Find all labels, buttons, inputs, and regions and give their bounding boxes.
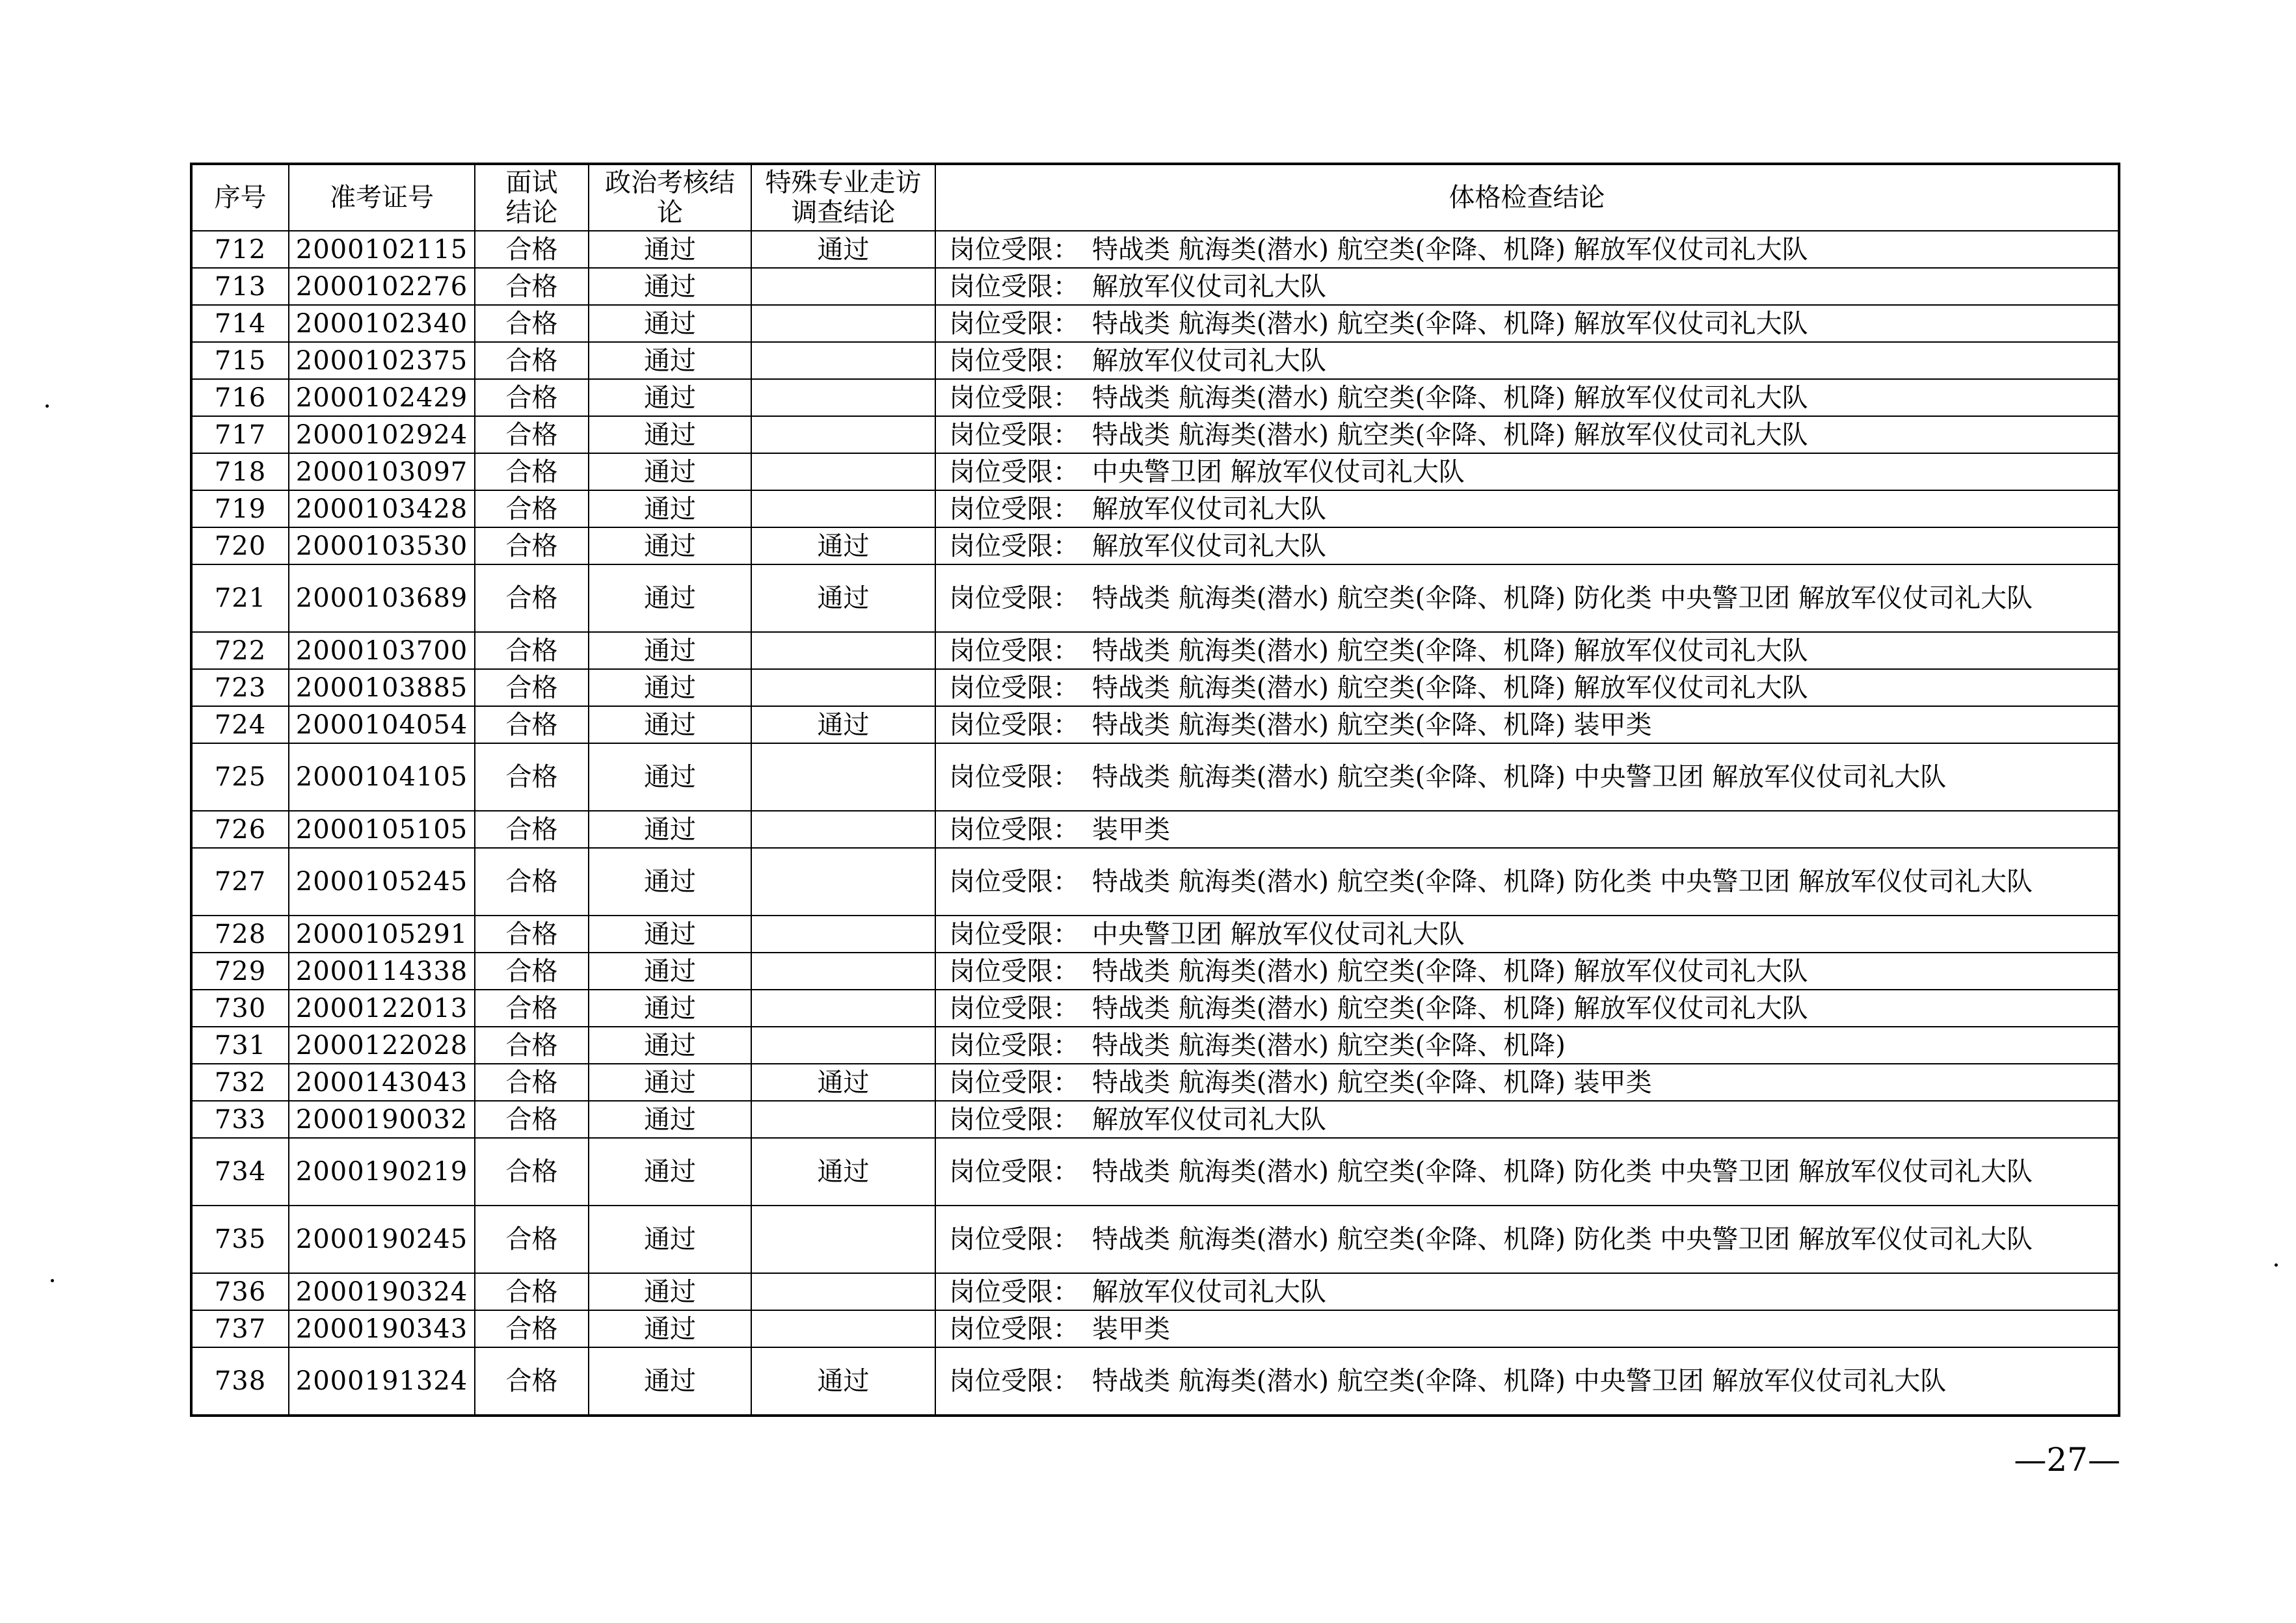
page-number: —27— <box>2014 1441 2120 1479</box>
cell-physical-exam: 岗位受限： 特战类 航海类(潜水) 航空类(伞降、机降) 解放军仪仗司礼大队 <box>935 231 2119 268</box>
cell-interview-result: 合格 <box>475 990 589 1027</box>
table-row <box>191 916 2119 953</box>
header-special-visit: 特殊专业走访调查结论 <box>751 164 935 231</box>
cell-political-review: 通过 <box>589 527 751 564</box>
cell-exam-id: 2000103428 <box>289 490 475 527</box>
table-row <box>191 490 2119 527</box>
cell-serial-no: 737 <box>191 1310 289 1347</box>
cell-physical-exam: 岗位受限： 特战类 航海类(潜水) 航空类(伞降、机降) 中央警卫团 解放军仪仗司礼大队 <box>935 743 2119 811</box>
cell-exam-id: 2000190324 <box>289 1273 475 1310</box>
cell-interview-result: 合格 <box>475 1027 589 1064</box>
cell-political-review: 通过 <box>589 1206 751 1273</box>
cell-exam-id: 2000103885 <box>289 669 475 706</box>
cell-special-visit: 通过 <box>751 1064 935 1101</box>
table-body <box>191 231 2119 1416</box>
cell-serial-no: 738 <box>191 1347 289 1416</box>
cell-political-review: 通过 <box>589 305 751 342</box>
cell-serial-no: 712 <box>191 231 289 268</box>
cell-physical-exam: 岗位受限： 解放军仪仗司礼大队 <box>935 342 2119 379</box>
cell-interview-result: 合格 <box>475 416 589 453</box>
cell-interview-result: 合格 <box>475 342 589 379</box>
table-row <box>191 379 2119 416</box>
header-serial-no: 序号 <box>191 164 289 231</box>
cell-interview-result: 合格 <box>475 669 589 706</box>
table-row <box>191 706 2119 743</box>
cell-interview-result: 合格 <box>475 231 589 268</box>
cell-serial-no: 731 <box>191 1027 289 1064</box>
cell-physical-exam: 岗位受限： 解放军仪仗司礼大队 <box>935 1273 2119 1310</box>
header-physical-exam: 体格检查结论 <box>935 164 2119 231</box>
cell-serial-no: 733 <box>191 1101 289 1138</box>
cell-special-visit <box>751 305 935 342</box>
cell-interview-result: 合格 <box>475 1310 589 1347</box>
cell-serial-no: 720 <box>191 527 289 564</box>
table-row <box>191 1206 2119 1273</box>
cell-physical-exam: 岗位受限： 解放军仪仗司礼大队 <box>935 1101 2119 1138</box>
table-row <box>191 416 2119 453</box>
table-row <box>191 1101 2119 1138</box>
scan-speck <box>2275 1263 2278 1267</box>
cell-physical-exam: 岗位受限： 解放军仪仗司礼大队 <box>935 490 2119 527</box>
cell-physical-exam: 岗位受限： 特战类 航海类(潜水) 航空类(伞降、机降) 防化类 中央警卫团 解放军仪仗司礼大队 <box>935 848 2119 916</box>
cell-political-review: 通过 <box>589 1027 751 1064</box>
cell-physical-exam: 岗位受限： 特战类 航海类(潜水) 航空类(伞降、机降) <box>935 1027 2119 1064</box>
table-row <box>191 848 2119 916</box>
table-row <box>191 1310 2119 1347</box>
cell-political-review: 通过 <box>589 1310 751 1347</box>
cell-physical-exam: 岗位受限： 特战类 航海类(潜水) 航空类(伞降、机降) 解放军仪仗司礼大队 <box>935 416 2119 453</box>
table-row <box>191 342 2119 379</box>
cell-exam-id: 2000102340 <box>289 305 475 342</box>
cell-interview-result: 合格 <box>475 632 589 669</box>
cell-exam-id: 2000191324 <box>289 1347 475 1416</box>
cell-physical-exam: 岗位受限： 特战类 航海类(潜水) 航空类(伞降、机降) 解放军仪仗司礼大队 <box>935 379 2119 416</box>
cell-political-review: 通过 <box>589 632 751 669</box>
cell-exam-id: 2000105291 <box>289 916 475 953</box>
cell-political-review: 通过 <box>589 848 751 916</box>
cell-exam-id: 2000102924 <box>289 416 475 453</box>
scan-speck <box>46 404 49 408</box>
table-row <box>191 1273 2119 1310</box>
cell-political-review: 通过 <box>589 743 751 811</box>
cell-physical-exam: 岗位受限： 特战类 航海类(潜水) 航空类(伞降、机降) 装甲类 <box>935 1064 2119 1101</box>
cell-exam-id: 2000104105 <box>289 743 475 811</box>
cell-physical-exam: 岗位受限： 特战类 航海类(潜水) 航空类(伞降、机降) 解放军仪仗司礼大队 <box>935 669 2119 706</box>
cell-exam-id: 2000102375 <box>289 342 475 379</box>
cell-serial-no: 729 <box>191 953 289 990</box>
cell-interview-result: 合格 <box>475 305 589 342</box>
cell-political-review: 通过 <box>589 1138 751 1206</box>
cell-physical-exam: 岗位受限： 特战类 航海类(潜水) 航空类(伞降、机降) 中央警卫团 解放军仪仗司礼大队 <box>935 1347 2119 1416</box>
cell-exam-id: 2000104054 <box>289 706 475 743</box>
table-row <box>191 1347 2119 1416</box>
cell-physical-exam: 岗位受限： 解放军仪仗司礼大队 <box>935 527 2119 564</box>
cell-exam-id: 2000190245 <box>289 1206 475 1273</box>
cell-exam-id: 2000122013 <box>289 990 475 1027</box>
cell-special-visit <box>751 268 935 305</box>
header-political-review: 政治考核结论 <box>589 164 751 231</box>
cell-political-review: 通过 <box>589 916 751 953</box>
cell-special-visit <box>751 1273 935 1310</box>
cell-special-visit: 通过 <box>751 1347 935 1416</box>
table-row <box>191 305 2119 342</box>
cell-political-review: 通过 <box>589 1347 751 1416</box>
cell-physical-exam: 岗位受限： 装甲类 <box>935 1310 2119 1347</box>
cell-exam-id: 2000190219 <box>289 1138 475 1206</box>
cell-serial-no: 724 <box>191 706 289 743</box>
cell-special-visit <box>751 811 935 848</box>
cell-political-review: 通过 <box>589 706 751 743</box>
cell-physical-exam: 岗位受限： 解放军仪仗司礼大队 <box>935 268 2119 305</box>
cell-exam-id: 2000122028 <box>289 1027 475 1064</box>
cell-political-review: 通过 <box>589 811 751 848</box>
cell-political-review: 通过 <box>589 953 751 990</box>
cell-special-visit <box>751 453 935 490</box>
table-row <box>191 1027 2119 1064</box>
table-header-row <box>191 164 2119 231</box>
cell-political-review: 通过 <box>589 490 751 527</box>
cell-political-review: 通过 <box>589 1101 751 1138</box>
cell-serial-no: 716 <box>191 379 289 416</box>
cell-serial-no: 722 <box>191 632 289 669</box>
table-row <box>191 669 2119 706</box>
cell-serial-no: 734 <box>191 1138 289 1206</box>
cell-political-review: 通过 <box>589 231 751 268</box>
table-row <box>191 811 2119 848</box>
cell-interview-result: 合格 <box>475 953 589 990</box>
cell-special-visit <box>751 1101 935 1138</box>
cell-physical-exam: 岗位受限： 特战类 航海类(潜水) 航空类(伞降、机降) 解放军仪仗司礼大队 <box>935 305 2119 342</box>
cell-serial-no: 736 <box>191 1273 289 1310</box>
cell-interview-result: 合格 <box>475 848 589 916</box>
cell-interview-result: 合格 <box>475 268 589 305</box>
cell-political-review: 通过 <box>589 564 751 632</box>
cell-exam-id: 2000105105 <box>289 811 475 848</box>
cell-interview-result: 合格 <box>475 916 589 953</box>
cell-special-visit <box>751 416 935 453</box>
cell-serial-no: 732 <box>191 1064 289 1101</box>
cell-serial-no: 714 <box>191 305 289 342</box>
cell-political-review: 通过 <box>589 453 751 490</box>
cell-interview-result: 合格 <box>475 453 589 490</box>
scan-speck <box>51 1279 54 1282</box>
cell-serial-no: 719 <box>191 490 289 527</box>
cell-physical-exam: 岗位受限： 特战类 航海类(潜水) 航空类(伞降、机降) 防化类 中央警卫团 解放军仪仗司礼大队 <box>935 1138 2119 1206</box>
cell-physical-exam: 岗位受限： 特战类 航海类(潜水) 航空类(伞降、机降) 解放军仪仗司礼大队 <box>935 953 2119 990</box>
cell-physical-exam: 岗位受限： 特战类 航海类(潜水) 航空类(伞降、机降) 装甲类 <box>935 706 2119 743</box>
table-row <box>191 632 2119 669</box>
cell-special-visit: 通过 <box>751 564 935 632</box>
cell-interview-result: 合格 <box>475 564 589 632</box>
cell-special-visit <box>751 1206 935 1273</box>
cell-special-visit <box>751 990 935 1027</box>
table-row <box>191 564 2119 632</box>
cell-exam-id: 2000143043 <box>289 1064 475 1101</box>
results-table <box>190 163 2120 1417</box>
table-row <box>191 527 2119 564</box>
cell-special-visit <box>751 490 935 527</box>
cell-political-review: 通过 <box>589 1273 751 1310</box>
cell-exam-id: 2000105245 <box>289 848 475 916</box>
cell-political-review: 通过 <box>589 342 751 379</box>
cell-exam-id: 2000103097 <box>289 453 475 490</box>
cell-serial-no: 730 <box>191 990 289 1027</box>
cell-physical-exam: 岗位受限： 特战类 航海类(潜水) 航空类(伞降、机降) 防化类 中央警卫团 解放军仪仗司礼大队 <box>935 564 2119 632</box>
cell-exam-id: 2000114338 <box>289 953 475 990</box>
cell-serial-no: 715 <box>191 342 289 379</box>
cell-special-visit: 通过 <box>751 706 935 743</box>
cell-political-review: 通过 <box>589 990 751 1027</box>
cell-exam-id: 2000102115 <box>289 231 475 268</box>
cell-political-review: 通过 <box>589 669 751 706</box>
cell-interview-result: 合格 <box>475 490 589 527</box>
table-row <box>191 1064 2119 1101</box>
cell-serial-no: 717 <box>191 416 289 453</box>
cell-interview-result: 合格 <box>475 743 589 811</box>
cell-interview-result: 合格 <box>475 706 589 743</box>
header-exam-id: 准考证号 <box>289 164 475 231</box>
cell-political-review: 通过 <box>589 1064 751 1101</box>
cell-exam-id: 2000103530 <box>289 527 475 564</box>
cell-special-visit <box>751 953 935 990</box>
cell-interview-result: 合格 <box>475 1064 589 1101</box>
cell-special-visit <box>751 743 935 811</box>
cell-serial-no: 726 <box>191 811 289 848</box>
cell-physical-exam: 岗位受限： 特战类 航海类(潜水) 航空类(伞降、机降) 防化类 中央警卫团 解放军仪仗司礼大队 <box>935 1206 2119 1273</box>
cell-special-visit <box>751 848 935 916</box>
header-interview-result: 面试结论 <box>475 164 589 231</box>
cell-physical-exam: 岗位受限： 中央警卫团 解放军仪仗司礼大队 <box>935 916 2119 953</box>
cell-serial-no: 735 <box>191 1206 289 1273</box>
cell-special-visit <box>751 669 935 706</box>
cell-special-visit <box>751 1027 935 1064</box>
cell-serial-no: 721 <box>191 564 289 632</box>
cell-serial-no: 713 <box>191 268 289 305</box>
cell-exam-id: 2000102276 <box>289 268 475 305</box>
cell-exam-id: 2000190032 <box>289 1101 475 1138</box>
cell-exam-id: 2000103700 <box>289 632 475 669</box>
cell-interview-result: 合格 <box>475 379 589 416</box>
cell-serial-no: 718 <box>191 453 289 490</box>
cell-interview-result: 合格 <box>475 527 589 564</box>
table-row <box>191 231 2119 268</box>
cell-physical-exam: 岗位受限： 中央警卫团 解放军仪仗司礼大队 <box>935 453 2119 490</box>
cell-interview-result: 合格 <box>475 1206 589 1273</box>
cell-political-review: 通过 <box>589 268 751 305</box>
cell-special-visit <box>751 342 935 379</box>
cell-serial-no: 727 <box>191 848 289 916</box>
table-row <box>191 453 2119 490</box>
cell-special-visit: 通过 <box>751 527 935 564</box>
cell-interview-result: 合格 <box>475 811 589 848</box>
cell-physical-exam: 岗位受限： 装甲类 <box>935 811 2119 848</box>
cell-special-visit <box>751 379 935 416</box>
cell-political-review: 通过 <box>589 416 751 453</box>
cell-interview-result: 合格 <box>475 1347 589 1416</box>
cell-political-review: 通过 <box>589 379 751 416</box>
cell-interview-result: 合格 <box>475 1273 589 1310</box>
table-row <box>191 953 2119 990</box>
cell-physical-exam: 岗位受限： 特战类 航海类(潜水) 航空类(伞降、机降) 解放军仪仗司礼大队 <box>935 990 2119 1027</box>
cell-special-visit <box>751 632 935 669</box>
cell-exam-id: 2000190343 <box>289 1310 475 1347</box>
cell-special-visit: 通过 <box>751 1138 935 1206</box>
cell-serial-no: 723 <box>191 669 289 706</box>
cell-serial-no: 728 <box>191 916 289 953</box>
table-row <box>191 743 2119 811</box>
table-row <box>191 268 2119 305</box>
cell-special-visit <box>751 916 935 953</box>
cell-exam-id: 2000103689 <box>289 564 475 632</box>
cell-physical-exam: 岗位受限： 特战类 航海类(潜水) 航空类(伞降、机降) 解放军仪仗司礼大队 <box>935 632 2119 669</box>
cell-special-visit <box>751 1310 935 1347</box>
cell-exam-id: 2000102429 <box>289 379 475 416</box>
cell-serial-no: 725 <box>191 743 289 811</box>
table-row <box>191 990 2119 1027</box>
table-row <box>191 1138 2119 1206</box>
cell-special-visit: 通过 <box>751 231 935 268</box>
cell-interview-result: 合格 <box>475 1101 589 1138</box>
cell-interview-result: 合格 <box>475 1138 589 1206</box>
